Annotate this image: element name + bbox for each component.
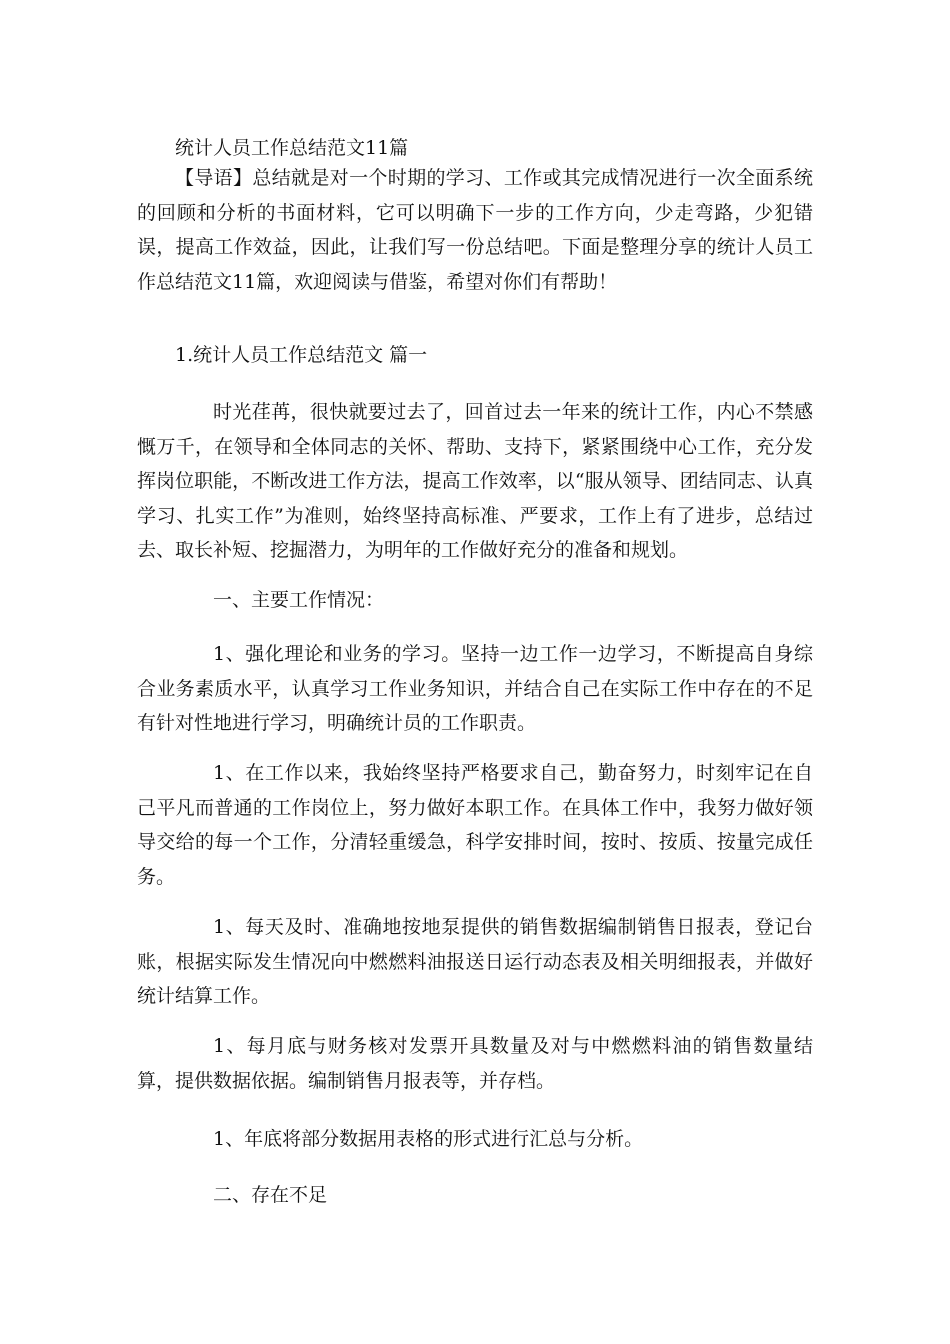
work-item-strict: 1、在工作以来，我始终坚持严格要求自己，勤奋努力，时刻牢记在自己平凡而普通的工作岗位上，努力做好本职工作。在具体工作中，我努力做好领导交给的每一个工作，分清轻重缓急，科学安排时间，按时、按质、按量完成任务。 [137, 762, 813, 888]
opening-paragraph: 时光荏苒，很快就要过去了，回首过去一年来的统计工作，内心不禁感慨万千，在领导和全体同志的关怀、帮助、支持下，紧紧围绕中心工作，充分发挥岗位职能，不断改进工作方法，提高工作效率，以“服从领导、团结同志、认真学习、扎实工作”为准则，始终坚持高标准、严要求，工作上有了进步，总结过去、取长补短、挖掘潜力，为明年的工作做好充分的准备和规划。 [137, 401, 813, 561]
work-item-daily-report: 1、每天及时、准确地按地泵提供的销售数据编制销售日报表，登记台账，根据实际发生情况向中燃燃料油报送日运行动态表及相关明细报表，并做好统计结算工作。 [137, 916, 813, 1007]
section-heading-1: 1.统计人员工作总结范文 篇一 [175, 344, 428, 366]
work-item-monthly-report: 1、每月底与财务核对发票开具数量及对与中燃燃料油的销售数量结算，提供数据依据。编制销售月报表等，并存档。 [137, 1035, 813, 1092]
work-item-study: 1、强化理论和业务的学习。坚持一边工作一边学习，不断提高自身综合业务素质水平，认真学习工作业务知识，并结合自己在实际工作中存在的不足有针对性地进行学习，明确统计员的工作职责。 [137, 643, 813, 734]
work-item-year-end: 1、年底将部分数据用表格的形式进行汇总与分析。 [213, 1128, 644, 1150]
intro-paragraph: 【导语】总结就是对一个时期的学习、工作或其完成情况进行一次全面系统的回顾和分析的书面材料，它可以明确下一步的工作方向，少走弯路，少犯错误，提高工作效益，因此，让我们写一份总结吧。下面是整理分享的统计人员工作总结范文11篇，欢迎阅读与借鉴，希望对你们有帮助！ [137, 167, 813, 293]
subheading-shortcomings: 二、存在不足 [213, 1184, 328, 1206]
document-title: 统计人员工作总结范文11篇 [175, 137, 409, 159]
subheading-main-work: 一、主要工作情况： [213, 589, 385, 611]
